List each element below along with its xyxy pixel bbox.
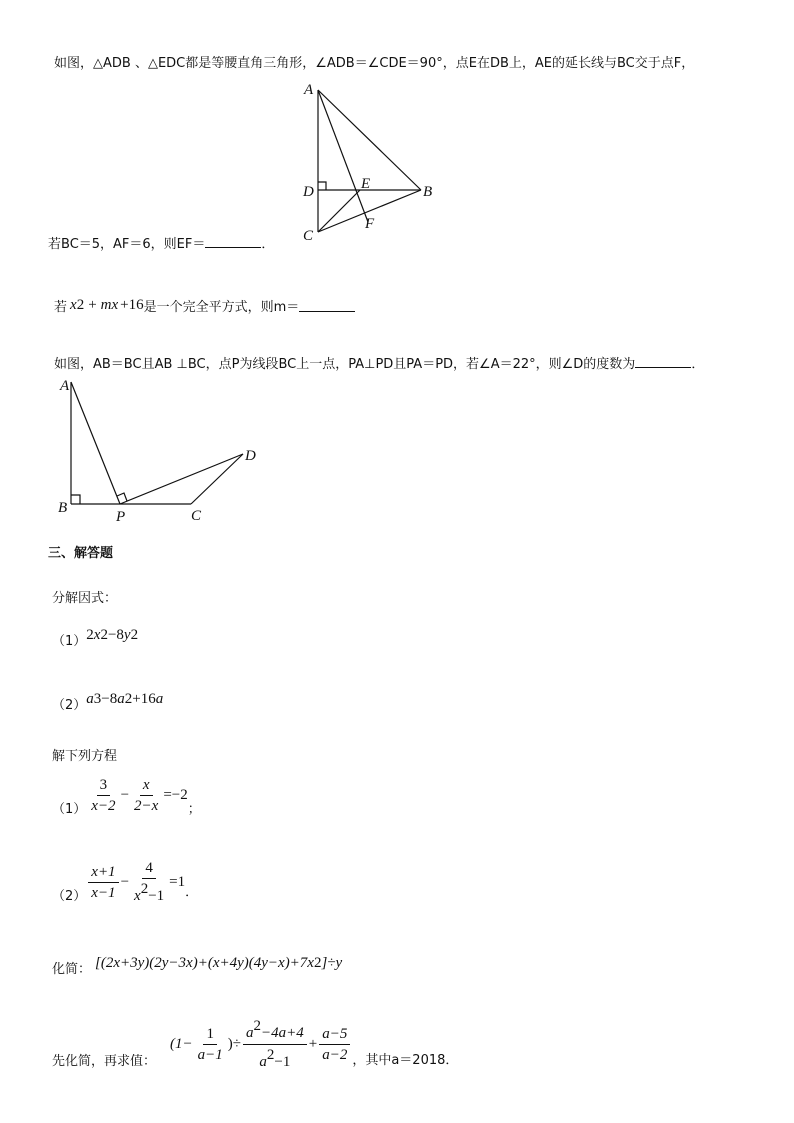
equation-p1-frac2-num: x xyxy=(140,777,153,796)
q1-label-d: D xyxy=(303,184,314,200)
factor-p1 xyxy=(52,622,138,649)
q3-end: ． xyxy=(691,357,705,372)
q1-question xyxy=(48,233,274,252)
evaluate-open: (1− xyxy=(170,1036,193,1052)
equation-p1 xyxy=(52,774,201,817)
equation-p1-frac2 xyxy=(131,777,161,814)
evaluate-frac2-num-rest: −4a+4 xyxy=(261,1025,304,1041)
q3-question-text: 如图，AB＝BC且AB ⊥BC，点P为线段BC上一点，PA⊥PD且PA＝PD，若∠A＝22°，则∠D的度数为 xyxy=(54,357,636,372)
q2-var-m: m xyxy=(100,297,112,313)
evaluate-frac3-num: a−5 xyxy=(319,1026,350,1045)
evaluate-frac2-den-rest: −1 xyxy=(274,1054,291,1070)
equation-p1-frac2-den: 2−x xyxy=(134,798,159,814)
equation-p1-rhs: =−2 xyxy=(163,787,188,803)
equation-p2-frac2 xyxy=(131,860,167,905)
equation-p2-number: （2） xyxy=(52,889,87,904)
evaluate-plus: + xyxy=(308,1036,318,1052)
q1-label-b: B xyxy=(423,184,433,200)
q3-label-d: D xyxy=(245,448,256,464)
q1-label-e: E xyxy=(361,176,371,192)
q1-text: 如图，△ADB 、△EDC都是等腰直角三角形，∠ADB＝∠CDE＝90°，点E在DB上，AE的延长线与BC交于点F， xyxy=(54,56,695,71)
evaluate-frac1-den: a−1 xyxy=(197,1047,223,1063)
q1-answer-blank[interactable] xyxy=(205,235,261,248)
factor-p2-mid2: +16 xyxy=(132,691,156,707)
factor-p2-exp2: 2 xyxy=(124,691,133,707)
q1-end: ． xyxy=(261,237,275,252)
factor-p2-number: （2） xyxy=(52,698,87,713)
q1-figure xyxy=(296,78,446,243)
factor-p1-coef: 2 xyxy=(86,627,94,643)
equation-p2-rhs: =1 xyxy=(169,874,186,890)
section-title: 三、解答题 xyxy=(48,546,114,561)
simplify xyxy=(52,950,342,977)
simplify-expr-tail: ]÷y xyxy=(321,955,343,971)
simplify-label: 化简： xyxy=(52,962,92,977)
equation-p2-frac1-den: x−1 xyxy=(91,885,116,901)
equations-title: 解下列方程 xyxy=(52,749,118,764)
q2-exp: 2 xyxy=(76,297,85,313)
evaluate-frac2 xyxy=(243,1018,307,1071)
evaluate xyxy=(52,1018,458,1071)
q1-label-f: F xyxy=(365,216,375,232)
factor-title: 分解因式： xyxy=(52,591,118,606)
factor-p1-var-x: x xyxy=(93,627,101,643)
evaluate-tail: ，其中a＝2018． xyxy=(352,1053,459,1068)
equation-p2-frac2-den-const: −1 xyxy=(148,888,165,904)
equation-p1-frac1-den: x−2 xyxy=(91,798,116,814)
equation-p2-minus: − xyxy=(120,874,130,890)
factor-p1-exp2: 2 xyxy=(130,627,139,643)
q3-figure xyxy=(54,374,264,526)
equation-p2-end: ． xyxy=(185,885,199,900)
q3-lines xyxy=(71,382,243,504)
evaluate-frac2-num-var: a xyxy=(246,1025,254,1041)
q1-label-a: A xyxy=(304,82,314,98)
q1-question-text: 若BC＝5，AF＝6，则EF＝ xyxy=(48,237,206,252)
evaluate-close: )÷ xyxy=(227,1036,241,1052)
q2-suffix: 是一个完全平方式，则m＝ xyxy=(143,300,300,315)
factor-p2-exp1: 3 xyxy=(93,691,102,707)
equation-p1-frac1 xyxy=(88,777,118,814)
equation-p1-minus: − xyxy=(120,787,130,803)
factor-p2-var-a2: a xyxy=(117,691,125,707)
equation-p2-frac2-den-var: x xyxy=(134,888,141,904)
q2-answer-blank[interactable] xyxy=(299,299,355,312)
equation-p2 xyxy=(52,860,198,905)
equation-p1-frac1-num: 3 xyxy=(97,777,111,796)
equation-p2-frac1-num: x+1 xyxy=(88,864,118,883)
q2-plus: + xyxy=(88,297,97,313)
q2-prefix: 若 xyxy=(54,300,68,315)
q1-lines xyxy=(318,90,421,232)
equation-p2-frac1 xyxy=(88,864,118,901)
q3-label-a: A xyxy=(60,378,70,394)
equation-p1-end: ； xyxy=(187,802,201,817)
simplify-exp: 2 xyxy=(313,955,322,971)
evaluate-frac1 xyxy=(195,1026,226,1063)
equation-p1-number: （1） xyxy=(52,802,87,817)
factor-p2-mid: −8 xyxy=(101,691,118,707)
factor-p2 xyxy=(52,686,163,713)
factor-p2-var-a: a xyxy=(86,691,94,707)
evaluate-frac2-num-exp: 2 xyxy=(253,1018,261,1034)
q3-label-c: C xyxy=(191,508,202,524)
evaluate-frac3 xyxy=(319,1026,350,1063)
equation-p2-frac2-num: 4 xyxy=(142,860,156,879)
evaluate-frac2-num xyxy=(243,1018,307,1045)
evaluate-frac2-den-exp: 2 xyxy=(266,1047,275,1063)
evaluate-frac2-den-var: a xyxy=(259,1054,267,1070)
factor-p2-var-a3: a xyxy=(155,691,164,707)
evaluate-label: 先化简，再求值： xyxy=(52,1054,157,1069)
q2-const: +16 xyxy=(120,297,144,313)
evaluate-frac3-den: a−2 xyxy=(322,1047,348,1063)
q3-label-p: P xyxy=(116,509,126,525)
evaluate-frac2-den xyxy=(256,1045,293,1071)
q2-var-x: x xyxy=(70,297,77,313)
q2-text xyxy=(54,296,355,315)
q2-var-x2: x xyxy=(111,297,119,313)
q3-text xyxy=(54,353,704,372)
q3-label-b: B xyxy=(58,500,68,516)
factor-p1-number: （1） xyxy=(52,634,87,649)
equation-p2-frac2-den-exp: 2 xyxy=(140,881,149,897)
factor-p1-var-y: y xyxy=(123,627,131,643)
q1-label-c: C xyxy=(303,228,314,243)
evaluate-frac1-num: 1 xyxy=(203,1026,217,1045)
equation-p2-frac2-den xyxy=(131,879,167,905)
simplify-expr-main: [(2x+3y)(2y−3x)+(x+4y)(4y−x)+7x xyxy=(95,955,314,971)
factor-p1-exp1: 2 xyxy=(100,627,108,643)
q3-answer-blank[interactable] xyxy=(635,355,691,368)
factor-p1-mid: −8 xyxy=(107,627,124,643)
